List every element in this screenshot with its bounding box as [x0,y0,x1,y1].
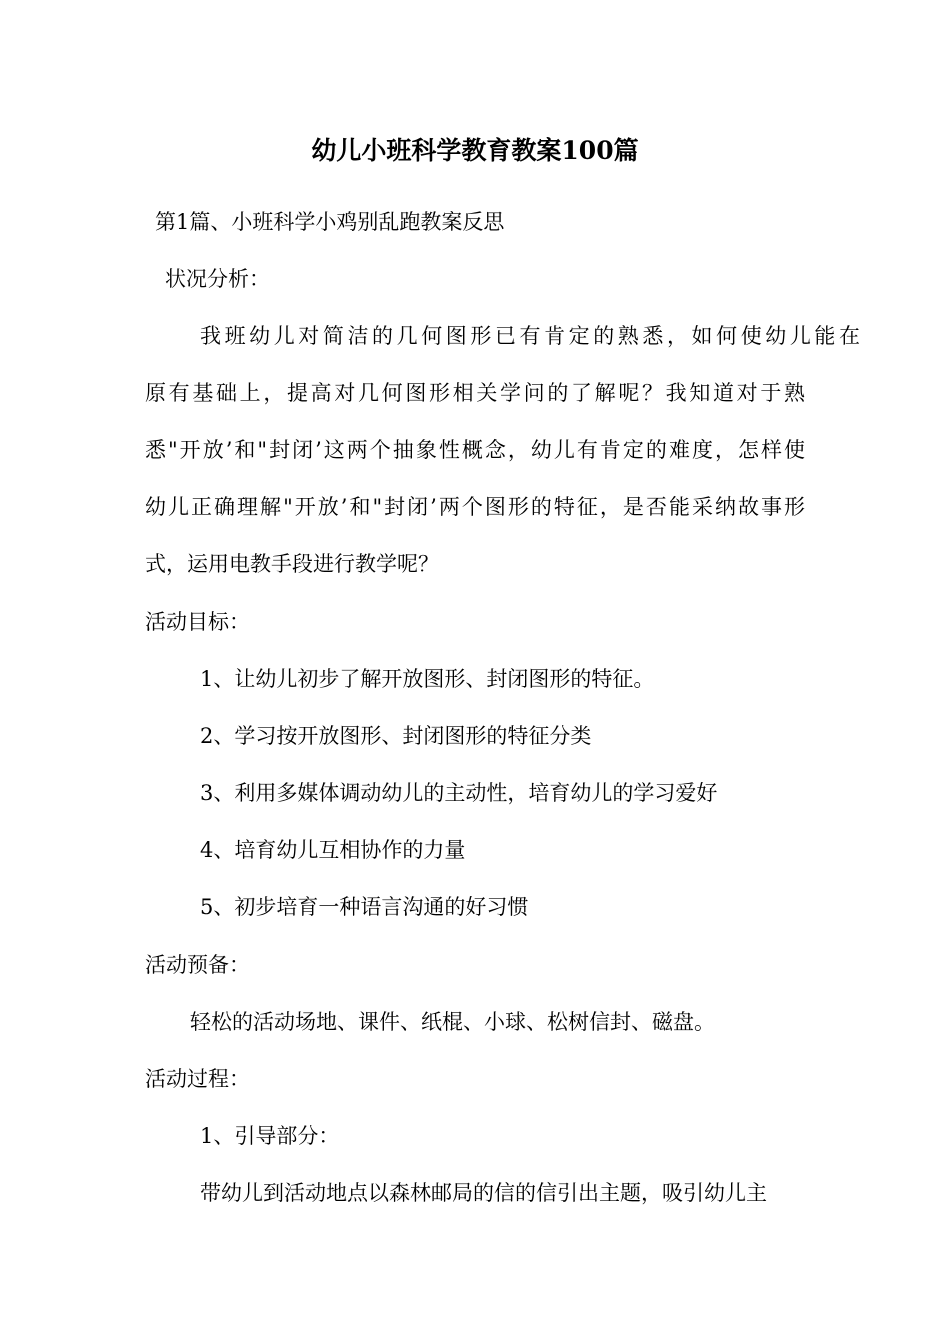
goal-item: 5、初步培育一种语言沟通的好习惯 [200,895,529,919]
section-heading-prep: 活动预备： [145,953,250,977]
section-heading-goals: 活动目标： [145,610,250,634]
goal-item: 1、让幼儿初步了解开放图形、封闭图形的特征。 [200,667,655,691]
prep-text: 轻松的活动场地、课件、纸棍、小球、松树信封、磁盘。 [190,1010,715,1034]
paragraph-line: 原有基础上，提高对几何图形相关学问的了解呢？我知道对于熟 [145,381,805,405]
document-title: 幼儿小班科学教育教案100篇 [311,136,639,165]
section-heading-situation: 状况分析： [165,267,270,291]
paragraph-line: 悉"开放’和"封闭’这两个抽象性概念，幼儿有肯定的难度，怎样使 [145,438,805,462]
goal-item: 3、利用多媒体调动幼儿的主动性，培育幼儿的学习爱好 [200,781,718,805]
process-step: 1、引导部分： [200,1124,340,1148]
paragraph-line: 式，运用电教手段进行教学呢？ [145,552,439,576]
section-heading-process: 活动过程： [145,1067,250,1091]
paragraph-line: 幼儿正确理解"开放’和"封闭’两个图形的特征，是否能采纳故事形 [145,495,805,519]
goal-item: 4、培育幼儿互相协作的力量 [200,838,466,862]
paragraph-line: 我班幼儿对简洁的几何图形已有肯定的熟悉，如何使幼儿能在 [200,324,860,348]
article-heading: 第1篇、小班科学小鸡别乱跑教案反思 [155,210,505,234]
goal-item: 2、学习按开放图形、封闭图形的特征分类 [200,724,592,748]
process-text: 带幼儿到活动地点以森林邮局的信的信引出主题，吸引幼儿主 [200,1181,767,1205]
